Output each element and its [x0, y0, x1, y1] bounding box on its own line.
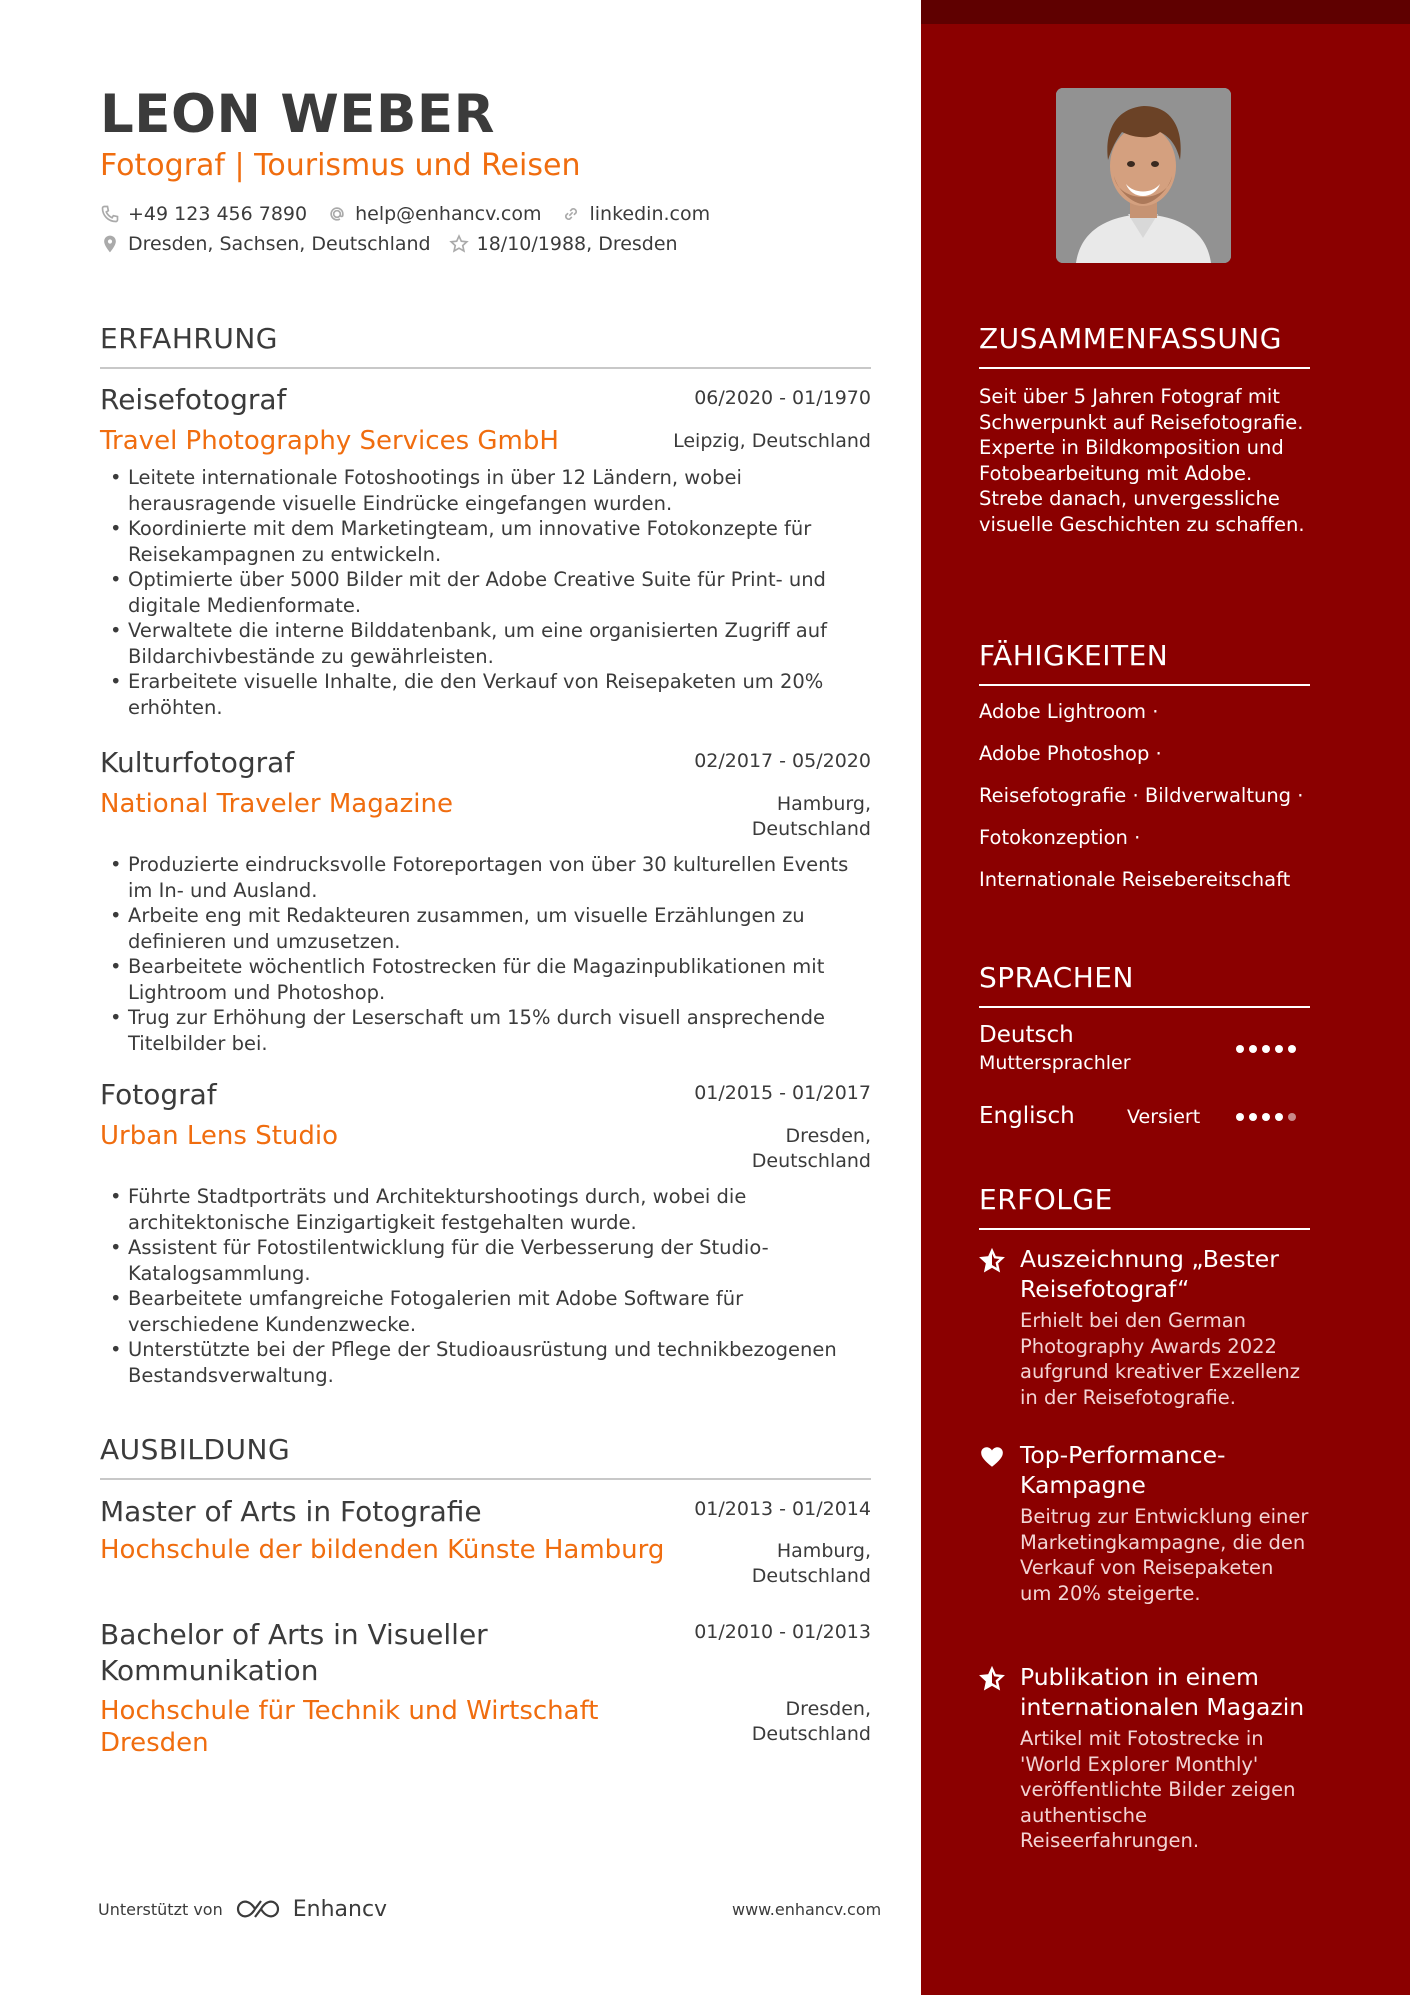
rating-dot: [1249, 1113, 1257, 1121]
skills-divider: [979, 684, 1310, 686]
job-location: [752, 1124, 871, 1174]
school-location: [752, 1539, 871, 1589]
school-name-line2: Dresden: [100, 1728, 209, 1758]
job-entry-2: [100, 746, 871, 1056]
achievement-desc: Artikel mit Fotostrecke in 'World Explorer Monthly' veröffentlichte Bilder zeigen authentische Reiseerfahrungen.: [1020, 1727, 1296, 1852]
achievement-title: Top-Performance-Kampagne: [1020, 1441, 1226, 1499]
achievement-title: Auszeichnung „Bester Reisefotograf“: [1020, 1245, 1279, 1303]
job-company: Urban Lens Studio: [100, 1121, 339, 1151]
skill-row-5: [979, 868, 1290, 891]
job-date: 06/2020 - 01/1970: [694, 387, 871, 409]
job-title: Fotograf: [100, 1078, 217, 1111]
job-location: Leipzig, Deutschland: [673, 430, 871, 452]
language-name: Deutsch: [979, 1022, 1074, 1048]
link-icon: [561, 204, 581, 224]
rating-dot: [1288, 1045, 1296, 1053]
skill-row-3: Reisefotografie · Bildverwaltung ·: [979, 784, 1304, 807]
education-entry-2: [100, 1617, 871, 1759]
language-level: Muttersprachler: [979, 1052, 1131, 1074]
rating-dot: [1249, 1045, 1257, 1053]
location-text: Dresden, Sachsen, Deutschland: [128, 233, 431, 255]
contact-birth: [449, 233, 678, 255]
school-location: [752, 1697, 871, 1747]
job-bullets: [100, 852, 871, 1056]
job-bullets: [100, 1184, 871, 1388]
job-location-line2: Deutschland: [751, 818, 871, 840]
skill-row-1: Adobe Lightroom ·: [979, 700, 1159, 723]
skill-item: Bildverwaltung: [1144, 784, 1292, 807]
summary-divider: [979, 367, 1310, 369]
language-name: Englisch: [979, 1103, 1075, 1129]
star-icon: [979, 1666, 1005, 1692]
school-name: Hochschule der bildenden Künste Hamburg: [100, 1535, 665, 1565]
bullet: • Assistent für Fotostilentwicklung für die Verbesserung der Studio-Katalogsammlung.: [100, 1235, 871, 1286]
contact-linkedin[interactable]: [561, 203, 710, 225]
phone-icon: [100, 204, 120, 224]
footer-url[interactable]: www.enhancv.com: [732, 1900, 882, 1919]
bullet: • Bearbeitete wöchentlich Fotostrecken für die Magazinpublikationen mit Lightroom und Photoshop.: [100, 954, 871, 1005]
birth-text: 18/10/1988, Dresden: [476, 233, 678, 255]
contact-row-2: [100, 233, 698, 255]
profile-photo: [1056, 88, 1231, 263]
rating-dot: [1262, 1045, 1270, 1053]
job-date: 01/2015 - 01/2017: [694, 1082, 871, 1104]
experience-heading: ERFAHRUNG: [100, 322, 278, 355]
bullet: • Optimierte über 5000 Bilder mit der Adobe Creative Suite für Print- und digitale Medienformate.: [100, 567, 871, 618]
job-location-line1: Hamburg,: [776, 793, 871, 815]
phone-text: +49 123 456 7890: [128, 203, 308, 225]
degree-title: Master of Arts in Fotografie: [100, 1495, 482, 1528]
language-level: Versiert: [1127, 1106, 1201, 1128]
powered-by-text: Unterstützt von: [98, 1899, 223, 1919]
achievements-heading: ERFOLGE: [979, 1183, 1113, 1216]
bullet: • Bearbeitete umfangreiche Fotogalerien mit Adobe Software für verschiedene Kundenzwecke.: [100, 1286, 871, 1337]
enhancv-logo[interactable]: [235, 1896, 387, 1922]
linkedin-text: linkedin.com: [589, 203, 711, 225]
contact-row-1: [100, 203, 730, 225]
education-entry-1: [100, 1494, 871, 1587]
heart-icon: [979, 1444, 1005, 1470]
job-entry-1: [100, 383, 871, 720]
rating-dot: [1236, 1113, 1244, 1121]
job-bullets: [100, 465, 871, 720]
achievement-desc: Beitrug zur Entwicklung einer Marketingkampagne, die den Verkauf von Reisepaketen um 20% steigerte.: [1020, 1505, 1309, 1605]
bullet: • Verwaltete die interne Bilddatenbank, um eine organisierten Zugriff auf Bildarchivbestände zu gewährleisten.: [100, 618, 871, 669]
skill-item: Adobe Lightroom: [979, 700, 1146, 723]
degree-title-line2: Kommunikation: [100, 1654, 319, 1687]
rating-dot: [1236, 1045, 1244, 1053]
contact-email[interactable]: [327, 203, 541, 225]
candidate-role: Fotograf | Tourismus und Reisen: [100, 148, 581, 183]
rating-dot-empty: [1288, 1113, 1296, 1121]
at-icon: [327, 204, 347, 224]
summary-heading: ZUSAMMENFASSUNG: [979, 322, 1282, 355]
bullet: • Koordinierte mit dem Marketingteam, um innovative Fotokonzepte für Reisekampagnen zu entwickeln.: [100, 516, 871, 567]
skill-row-2: Adobe Photoshop ·: [979, 742, 1162, 765]
job-location-line1: Dresden,: [785, 1125, 871, 1147]
school-location-line2: Deutschland: [751, 1723, 871, 1745]
language-rating-1: [1236, 1045, 1301, 1053]
school-location-line2: Deutschland: [751, 1565, 871, 1587]
school-location-line1: Hamburg,: [776, 1540, 871, 1562]
skill-item: Internationale Reisebereitschaft: [979, 868, 1291, 891]
enhancv-logo-icon: [235, 1896, 283, 1922]
education-divider: [100, 1478, 871, 1480]
contact-phone[interactable]: [100, 203, 307, 225]
enhancv-logo-text: Enhancv: [292, 1896, 388, 1922]
star-icon: [979, 1248, 1005, 1274]
sidebar: [921, 0, 1410, 1995]
languages-heading: SPRACHEN: [979, 961, 1134, 994]
achievement-1: [979, 1244, 1310, 1410]
skill-item: Adobe Photoshop: [979, 742, 1150, 765]
bullet: • Trug zur Erhöhung der Leserschaft um 15% durch visuell ansprechende Titelbilder bei.: [100, 1005, 871, 1056]
school-location-line1: Dresden,: [785, 1698, 871, 1720]
language-rating-2: [1236, 1113, 1301, 1121]
contact-location: [100, 233, 431, 255]
rating-dot: [1275, 1045, 1283, 1053]
degree-title-line1: Bachelor of Arts in Visueller: [100, 1618, 488, 1651]
summary-text: Seit über 5 Jahren Fotograf mit Schwerpunkt auf Reisefotografie. Experte in Bildkomposition und Fotobearbeitung mit Adobe. Strebe danach, unvergessliche visuelle Geschichten zu schaffen.: [979, 385, 1305, 536]
job-title: Reisefotograf: [100, 383, 287, 416]
skill-item: Fotokonzeption: [979, 826, 1128, 849]
bullet: • Führte Stadtporträts und Architekturshootings durch, wobei die architektonische Einzigartigkeit festgehalten wurde.: [100, 1184, 871, 1235]
job-location: [752, 792, 871, 842]
education-heading: AUSBILDUNG: [100, 1433, 291, 1466]
job-title: Kulturfotograf: [100, 746, 295, 779]
profile-photo-image: [1056, 88, 1231, 263]
rating-dot: [1275, 1113, 1283, 1121]
email-text: help@enhancv.com: [355, 203, 542, 225]
rating-dot: [1262, 1113, 1270, 1121]
footer-branding: [98, 1896, 387, 1922]
sidebar-top-band: [921, 0, 1410, 24]
skill-item: Reisefotografie: [979, 784, 1127, 807]
degree-date: 01/2010 - 01/2013: [694, 1621, 871, 1643]
star-icon: [449, 234, 469, 254]
job-company: Travel Photography Services GmbH: [100, 426, 559, 456]
candidate-name: LEON WEBER: [100, 84, 495, 145]
job-location-line2: Deutschland: [751, 1150, 871, 1172]
skill-row-4: Fotokonzeption ·: [979, 826, 1141, 849]
achievements-divider: [979, 1228, 1310, 1230]
bullet: • Arbeite eng mit Redakteuren zusammen, um visuelle Erzählungen zu definieren und umzusetzen.: [100, 903, 871, 954]
bullet: • Unterstützte bei der Pflege der Studioausrüstung und technikbezogenen Bestandsverwaltung.: [100, 1337, 871, 1388]
job-entry-3: [100, 1078, 871, 1388]
languages-divider: [979, 1006, 1310, 1008]
degree-date: 01/2013 - 01/2014: [694, 1498, 871, 1520]
bullet: • Leitete internationale Fotoshootings in über 12 Ländern, wobei herausragende visuelle Eindrücke eingefangen wurden.: [100, 465, 871, 516]
achievement-2: [979, 1440, 1310, 1606]
achievement-title: Publikation in einem internationalen Magazin: [1020, 1663, 1305, 1721]
bullet: • Erarbeitete visuelle Inhalte, die den Verkauf von Reisepaketen um 20% erhöhten.: [100, 669, 871, 720]
achievement-3: [979, 1662, 1310, 1854]
school-name-line1: Hochschule für Technik und Wirtschaft: [100, 1696, 599, 1726]
experience-divider: [100, 367, 871, 369]
skills-heading: FÄHIGKEITEN: [979, 639, 1169, 672]
location-pin-icon: [100, 234, 120, 254]
achievement-desc: Erhielt bei den German Photography Awards 2022 aufgrund kreativer Exzellenz in der Reisefotografie.: [1020, 1309, 1301, 1409]
job-date: 02/2017 - 05/2020: [694, 750, 871, 772]
bullet: • Produzierte eindrucksvolle Fotoreportagen von über 30 kulturellen Events im In- und Ausland.: [100, 852, 871, 903]
job-company: National Traveler Magazine: [100, 789, 453, 819]
